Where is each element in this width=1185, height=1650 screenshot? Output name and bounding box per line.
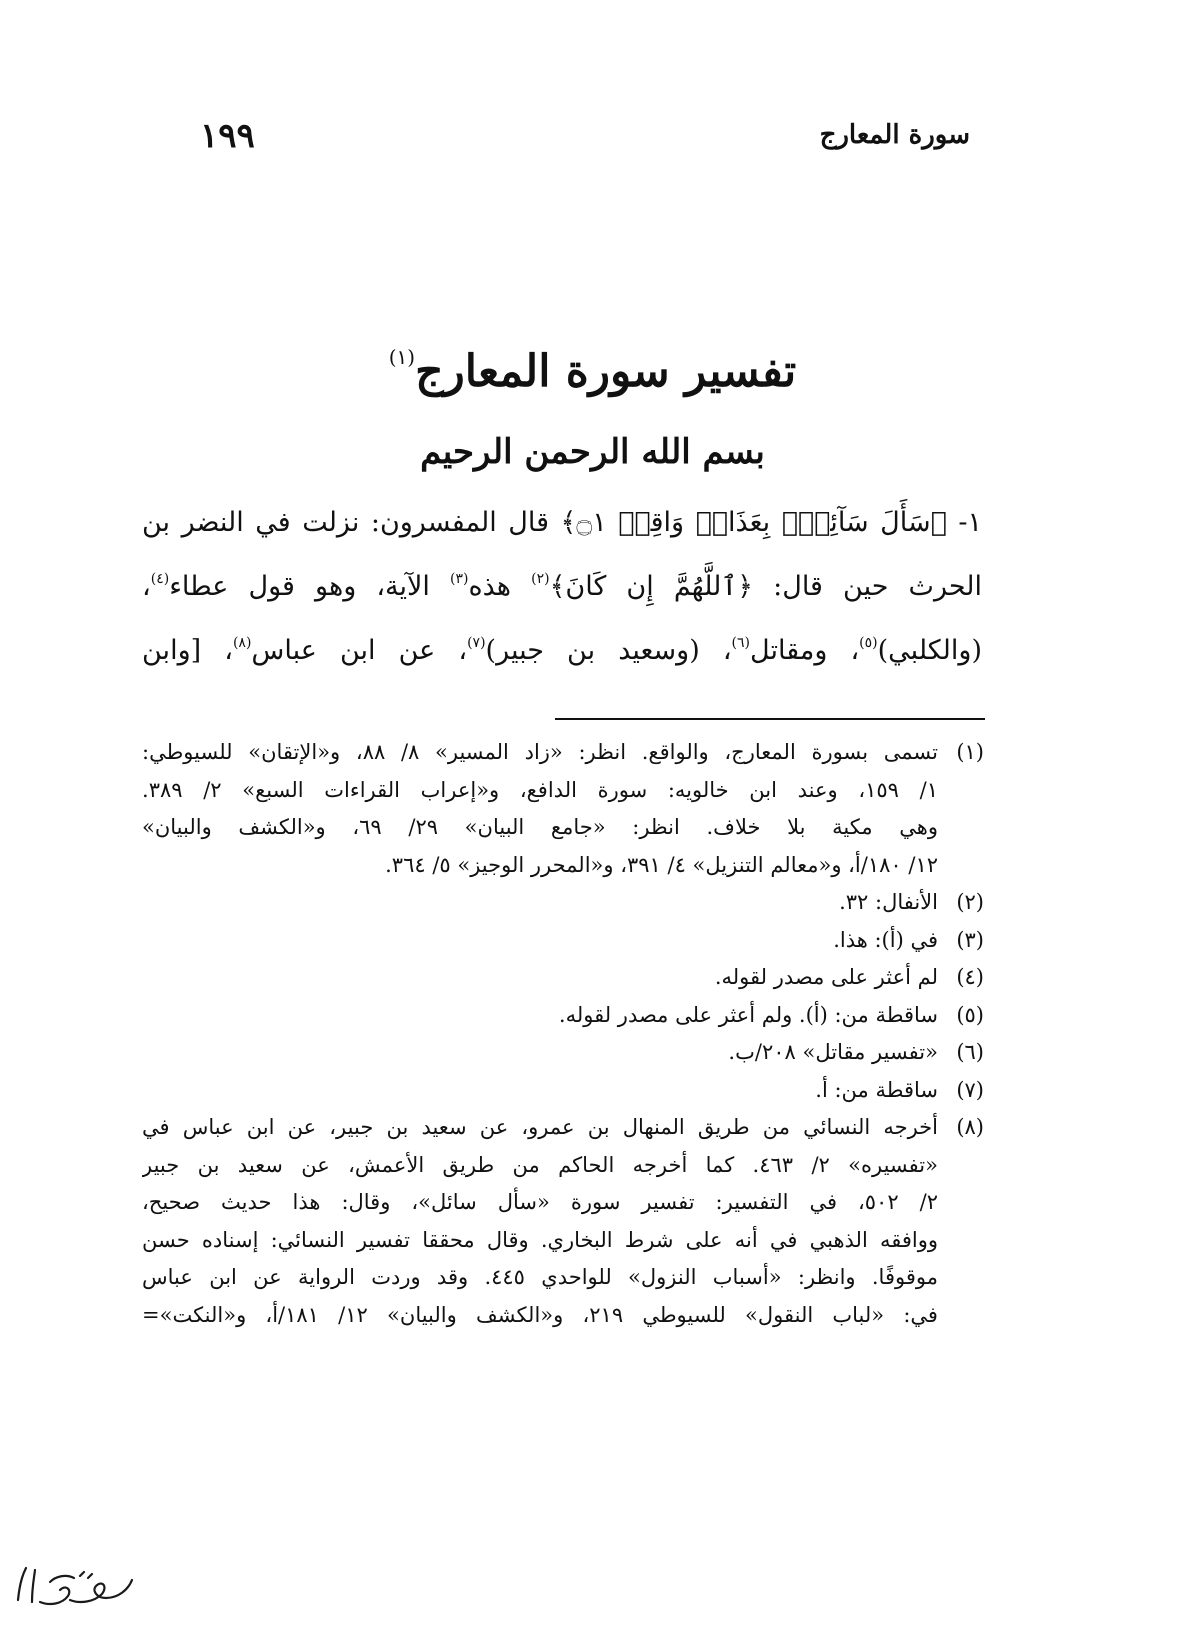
body-text-segment: ، [وابن (142, 635, 233, 666)
footnote-line: في: «لباب النقول» للسيوطي ٢١٩، و«الكشف والبيان» ١٢/ ١٨١/أ، و«النكت»= (142, 1302, 938, 1327)
footnote-line: موقوفًا. وانظر: «أسباب النزول» للواحدي ٤٤٥. وقد وردت الرواية عن ابن عباس (142, 1265, 938, 1289)
footnotes (142, 734, 984, 1334)
footnote-number: (٢) (956, 890, 984, 914)
body-text-segment: ، (وسعيد بن جبير) (485, 635, 732, 666)
footnote-line: في (أ): هذا. (833, 927, 938, 952)
surah-title-text: تفسير سورة المعارج (415, 346, 797, 397)
footnote-number: (٥) (956, 1002, 984, 1027)
footnote-ref: (٥) (859, 635, 878, 651)
footnote-2 (142, 884, 984, 922)
footnote-text (142, 1034, 938, 1072)
body-line (142, 494, 982, 551)
footnote-divider (555, 718, 985, 720)
footnote-line: ساقطة من: أ. (815, 1077, 938, 1102)
body-line (142, 615, 982, 679)
body-paragraph (142, 494, 982, 679)
footnote-line: الأنفال: ٣٢. (839, 890, 938, 914)
footnote-7 (142, 1072, 984, 1110)
footnote-line: أخرجه النسائي من طريق المنهال بن عمرو، عن سعيد بن جبير، عن ابن عباس في (142, 1115, 938, 1139)
footnote-text (142, 922, 938, 960)
page-number: ١٩٩ (200, 116, 255, 156)
body-line (142, 551, 982, 615)
footnote-ref: (٨) (232, 635, 252, 651)
footnote-ref: (٢) (531, 571, 550, 587)
footnote-line: ووافقه الذهبي في أنه على شرط البخاري. وقال محققا تفسير النسائي: إسناده حسن (142, 1227, 938, 1252)
body-text-segment: هذه (468, 571, 532, 602)
footnote-number: (١) (956, 740, 984, 764)
body-text-segment: ، ومقاتل (750, 635, 860, 666)
footnote-4 (142, 959, 984, 997)
footnote-ref: (٦) (731, 635, 751, 651)
footnote-line: ١/ ١٥٩، وعند ابن خالويه: سورة الدافع، و«إعراب القراءات السبع» ٢/ ٣٨٩. (142, 777, 938, 802)
footnote-number: (٦) (956, 1040, 984, 1064)
footnote-number: (٤) (956, 965, 984, 989)
footnote-number: (٧) (956, 1077, 984, 1102)
footnote-5 (142, 997, 984, 1035)
footnote-ref: (٤) (150, 571, 170, 587)
footnote-text (142, 959, 938, 997)
body-text-segment: ١- ﴿سَأَلَ سَآئِلُۢ بِعَذَابٖ وَاقِعٖ ۝١﴾ قال المفسرون: نزلت في النضر بن (142, 507, 982, 538)
footnote-line: ساقطة من: (أ). ولم أعثر على مصدر لقوله. (558, 1002, 938, 1027)
footnote-6 (142, 1034, 984, 1072)
footnote-text (142, 1109, 938, 1334)
body-text-segment: ، (142, 571, 151, 602)
footnote-number: (٨) (956, 1115, 984, 1139)
footnote-text (142, 734, 938, 884)
footnote-line: «تفسيره» ٢/ ٤٦٣. كما أخرجه الحاكم من طريق الأعمش، عن سعيد بن جبير (142, 1152, 938, 1177)
footnote-text (142, 884, 938, 922)
footnote-1 (142, 734, 984, 884)
body-text-segment: الآية، وهو قول عطاء (169, 571, 451, 602)
footnote-number: (٣) (956, 927, 984, 952)
footnote-ref: (٣) (450, 571, 469, 587)
body-text-segment: ، عن ابن عباس (251, 635, 468, 666)
footnote-ref: (١) (388, 345, 416, 369)
running-title: سورة المعارج (819, 120, 970, 150)
footnote-line: ١٢/ ١٨٠/أ، و«معالم التنزيل» ٤/ ٣٩١، و«المحرر الوجيز» ٥/ ٣٦٤. (385, 852, 938, 877)
footnote-8 (142, 1109, 984, 1334)
running-header (200, 116, 970, 170)
library-stamp-logo (10, 1560, 140, 1630)
footnote-ref: (٧) (467, 635, 486, 651)
footnote-3 (142, 922, 984, 960)
body-text-segment: (والكلبي) (877, 635, 982, 666)
footnote-text (142, 997, 938, 1035)
surah-title (0, 345, 1185, 397)
body-text-segment: الحرث حين قال: ﴿ٱللَّهُمَّ إِن كَانَ﴾ (549, 571, 982, 602)
footnote-line: ٢/ ٥٠٢، في التفسير: تفسير سورة «سأل سائل»، وقال: هذا حديث صحيح، (142, 1190, 938, 1214)
footnote-line: تسمى بسورة المعارج، والواقع. انظر: «زاد المسير» ٨/ ٨٨، و«الإتقان» للسيوطي: (142, 740, 938, 764)
footnote-line: «تفسير مقاتل» ٢٠٨/ب. (728, 1040, 938, 1064)
footnote-text (142, 1072, 938, 1110)
footnote-line: لم أعثر على مصدر لقوله. (714, 965, 938, 989)
basmala: بسم الله الرحمن الرحيم (420, 432, 765, 472)
footnote-line: وهي مكية بلا خلاف. انظر: «جامع البيان» ٢٩/ ٦٩، و«الكشف والبيان» (142, 815, 938, 839)
